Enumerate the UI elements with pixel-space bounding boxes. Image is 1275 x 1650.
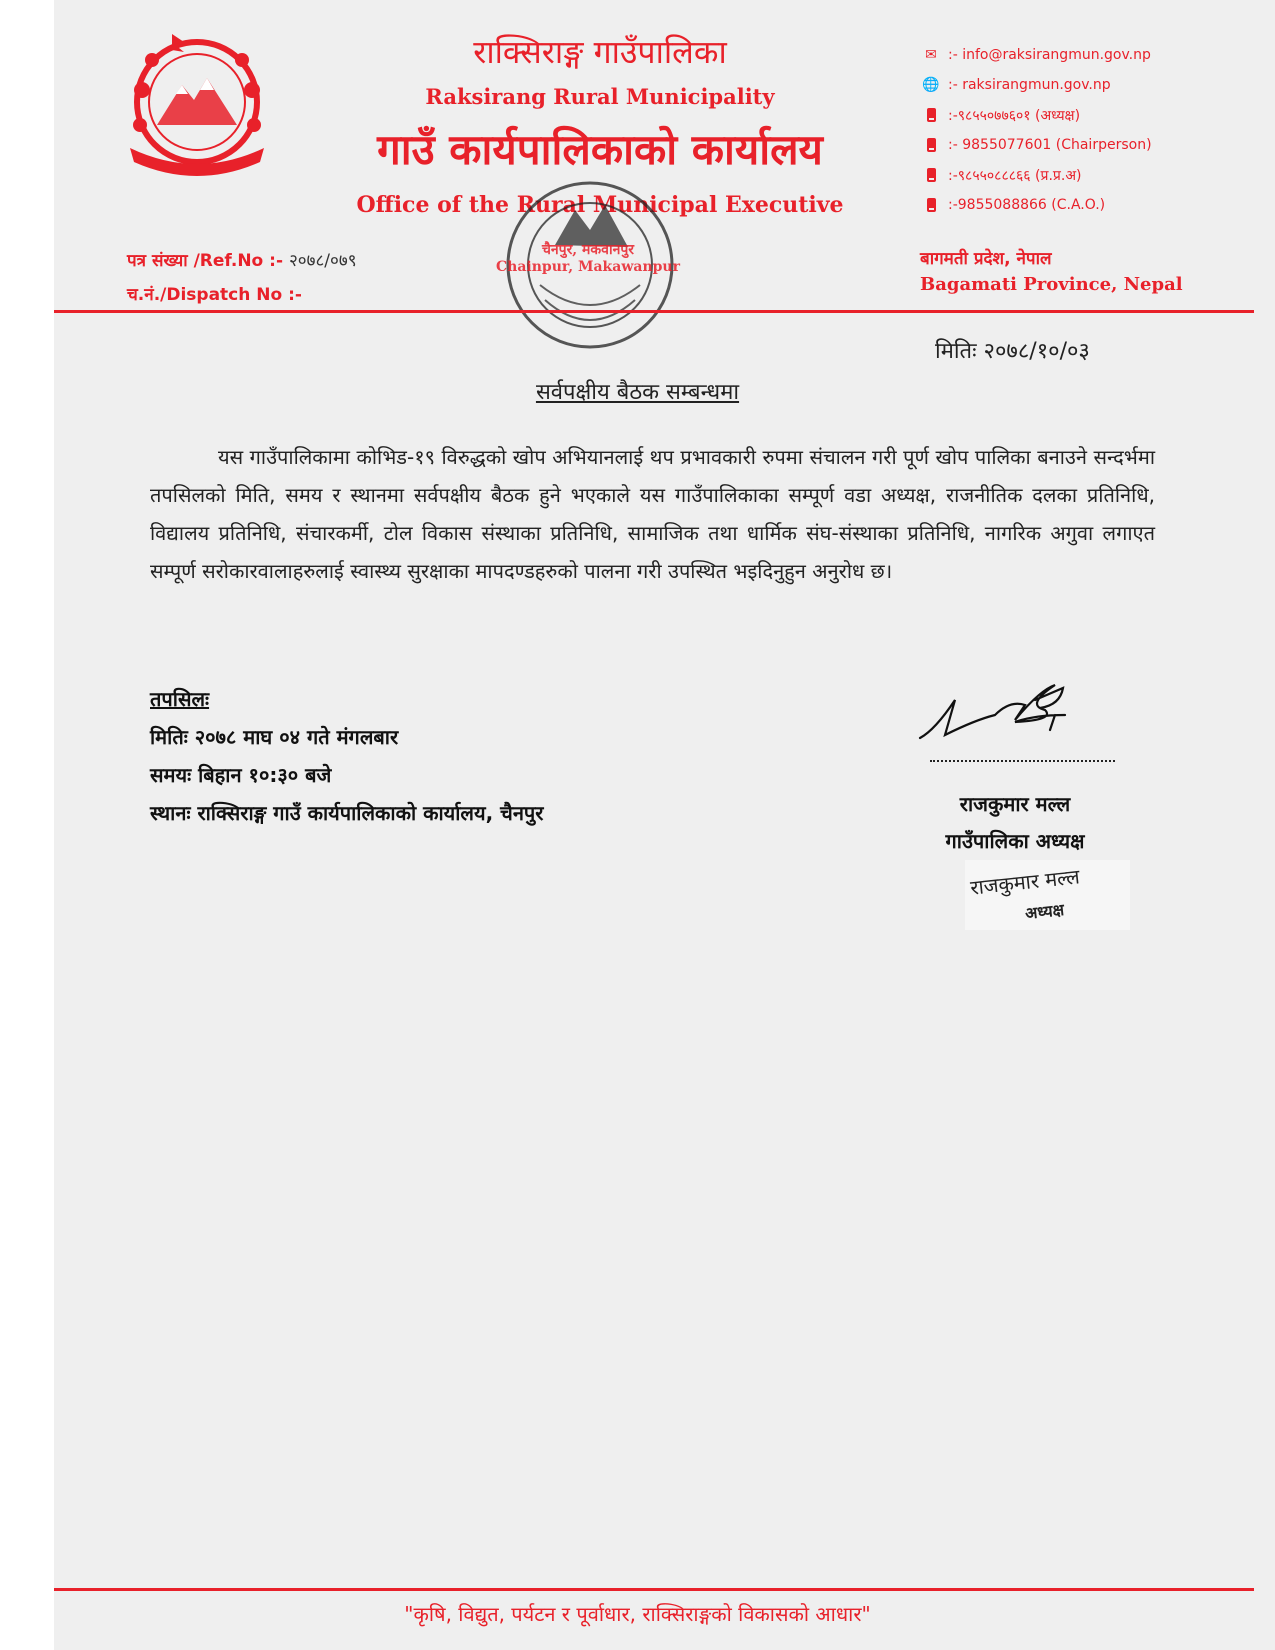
phone-icon: [920, 166, 942, 184]
phone-icon: [920, 196, 942, 214]
contact-list: [920, 40, 1220, 220]
handwritten-signature: [915, 660, 1115, 760]
contact-phone-chair-ne: [920, 100, 1220, 130]
reference-number: [127, 248, 357, 271]
phone-icon: [920, 106, 942, 124]
contact-website-text: :- raksirangmun.gov.np: [948, 77, 1111, 93]
signatory-title: गाउँपालिका अध्यक्ष: [945, 829, 1085, 853]
municipality-name-nepali: राक्सिराङ्ग गाउँपालिका: [473, 33, 727, 71]
contact-phone-text: :-९८५५०७७६०१ (अध्यक्ष): [948, 107, 1081, 124]
phone-icon: [920, 136, 942, 154]
dispatch-number-label: च.नं./Dispatch No :-: [127, 285, 302, 305]
province-nepali: बागमती प्रदेश, नेपाल: [920, 249, 1052, 269]
stamp-line-2: Chainpur, Makawanpur: [496, 259, 680, 275]
meeting-time: समयः बिहान १०:३० बजे: [150, 763, 332, 787]
email-icon: ✉: [925, 47, 937, 63]
stamp-text: [488, 240, 688, 275]
province-english: Bagamati Province, Nepal: [920, 274, 1183, 295]
contact-phone-cao-en: [920, 190, 1220, 220]
municipality-name-english: Raksirang Rural Municipality: [425, 84, 775, 109]
meeting-details: [150, 680, 543, 832]
name-seal-name: राजकुमार मल्ल: [969, 864, 1081, 900]
letter-body: यस गाउँपालिकामा कोभिड-१९ विरुद्धको खोप अभियानलाई थप प्रभावकारी रुपमा संचालन गरी पूर्ण खोप पालिका बनाउने सन्दर्भमा तपसिलको मिति, समय र स्थानमा सर्वपक्षीय बैठक हुने भएकाले यस गाउँपालिकाका सम्पूर्ण वडा अध्यक्ष, राजनीतिक दलका प्रतिनिधि, विद्यालय प्रतिनिधि, संचारकर्मी, टोल विकास संस्थाका प्रतिनिधि, सामाजिक तथा धार्मिक संघ-संस्थाका प्रतिनिधि, नागरिक अगुवा लगाएत सम्पूर्ण सरोकारवालाहरुलाई स्वास्थ्य सुरक्षाका मापदण्डहरुको पालना गरी उपस्थित भइदिनुहुन अनुरोध छ।: [150, 445, 1155, 583]
signatory-name: राजकुमार मल्ल: [959, 792, 1071, 816]
ref-value: २०७८/०७९: [288, 251, 357, 271]
footer-slogan: "कृषि, विद्युत, पर्यटन र पूर्वाधार, राक्सिराङ्गको विकासको आधार": [404, 1602, 871, 1626]
contact-phone-text: :- 9855077601 (Chairperson): [948, 137, 1152, 153]
name-seal-title: अध्यक्ष: [1024, 900, 1065, 923]
ref-label: पत्र संख्या /Ref.No :-: [127, 251, 284, 271]
details-heading: तपसिलः: [150, 687, 210, 711]
letter-date: मितिः २०७८/१०/०३: [935, 339, 1090, 364]
office-name-english: Office of the Rural Municipal Executive: [356, 192, 844, 218]
office-name-nepali: गाउँ कार्यपालिकाको कार्यालय: [377, 125, 823, 174]
contact-phone-text: :-9855088866 (C.A.O.): [948, 197, 1106, 213]
header-divider: [54, 310, 1254, 313]
subject-text: सर्वपक्षीय बैठक सम्बन्धमा: [535, 380, 740, 405]
meeting-date: मितिः २०७८ माघ ०४ गते मंगलबार: [150, 725, 399, 749]
government-emblem-logo: [112, 30, 282, 180]
footer-divider: [54, 1588, 1254, 1591]
contact-email[interactable]: [920, 40, 1220, 70]
meeting-place: स्थानः राक्सिराङ्ग गाउँ कार्यपालिकाको कार्यालय, चैनपुर: [150, 801, 544, 825]
contact-website[interactable]: [920, 70, 1220, 100]
contact-phone-chair-en: [920, 130, 1220, 160]
contact-phone-cao-ne: [920, 160, 1220, 190]
globe-icon: 🌐: [922, 77, 940, 93]
contact-email-text: :- info@raksirangmun.gov.np: [948, 47, 1151, 63]
letter-subject: [0, 376, 1275, 406]
contact-phone-text: :-९८५५०८८८६६ (प्र.प्र.अ): [948, 167, 1082, 184]
stamp-line-1: चैनपुर, मकवानपुर: [541, 242, 635, 258]
signature-line: [930, 760, 1115, 762]
